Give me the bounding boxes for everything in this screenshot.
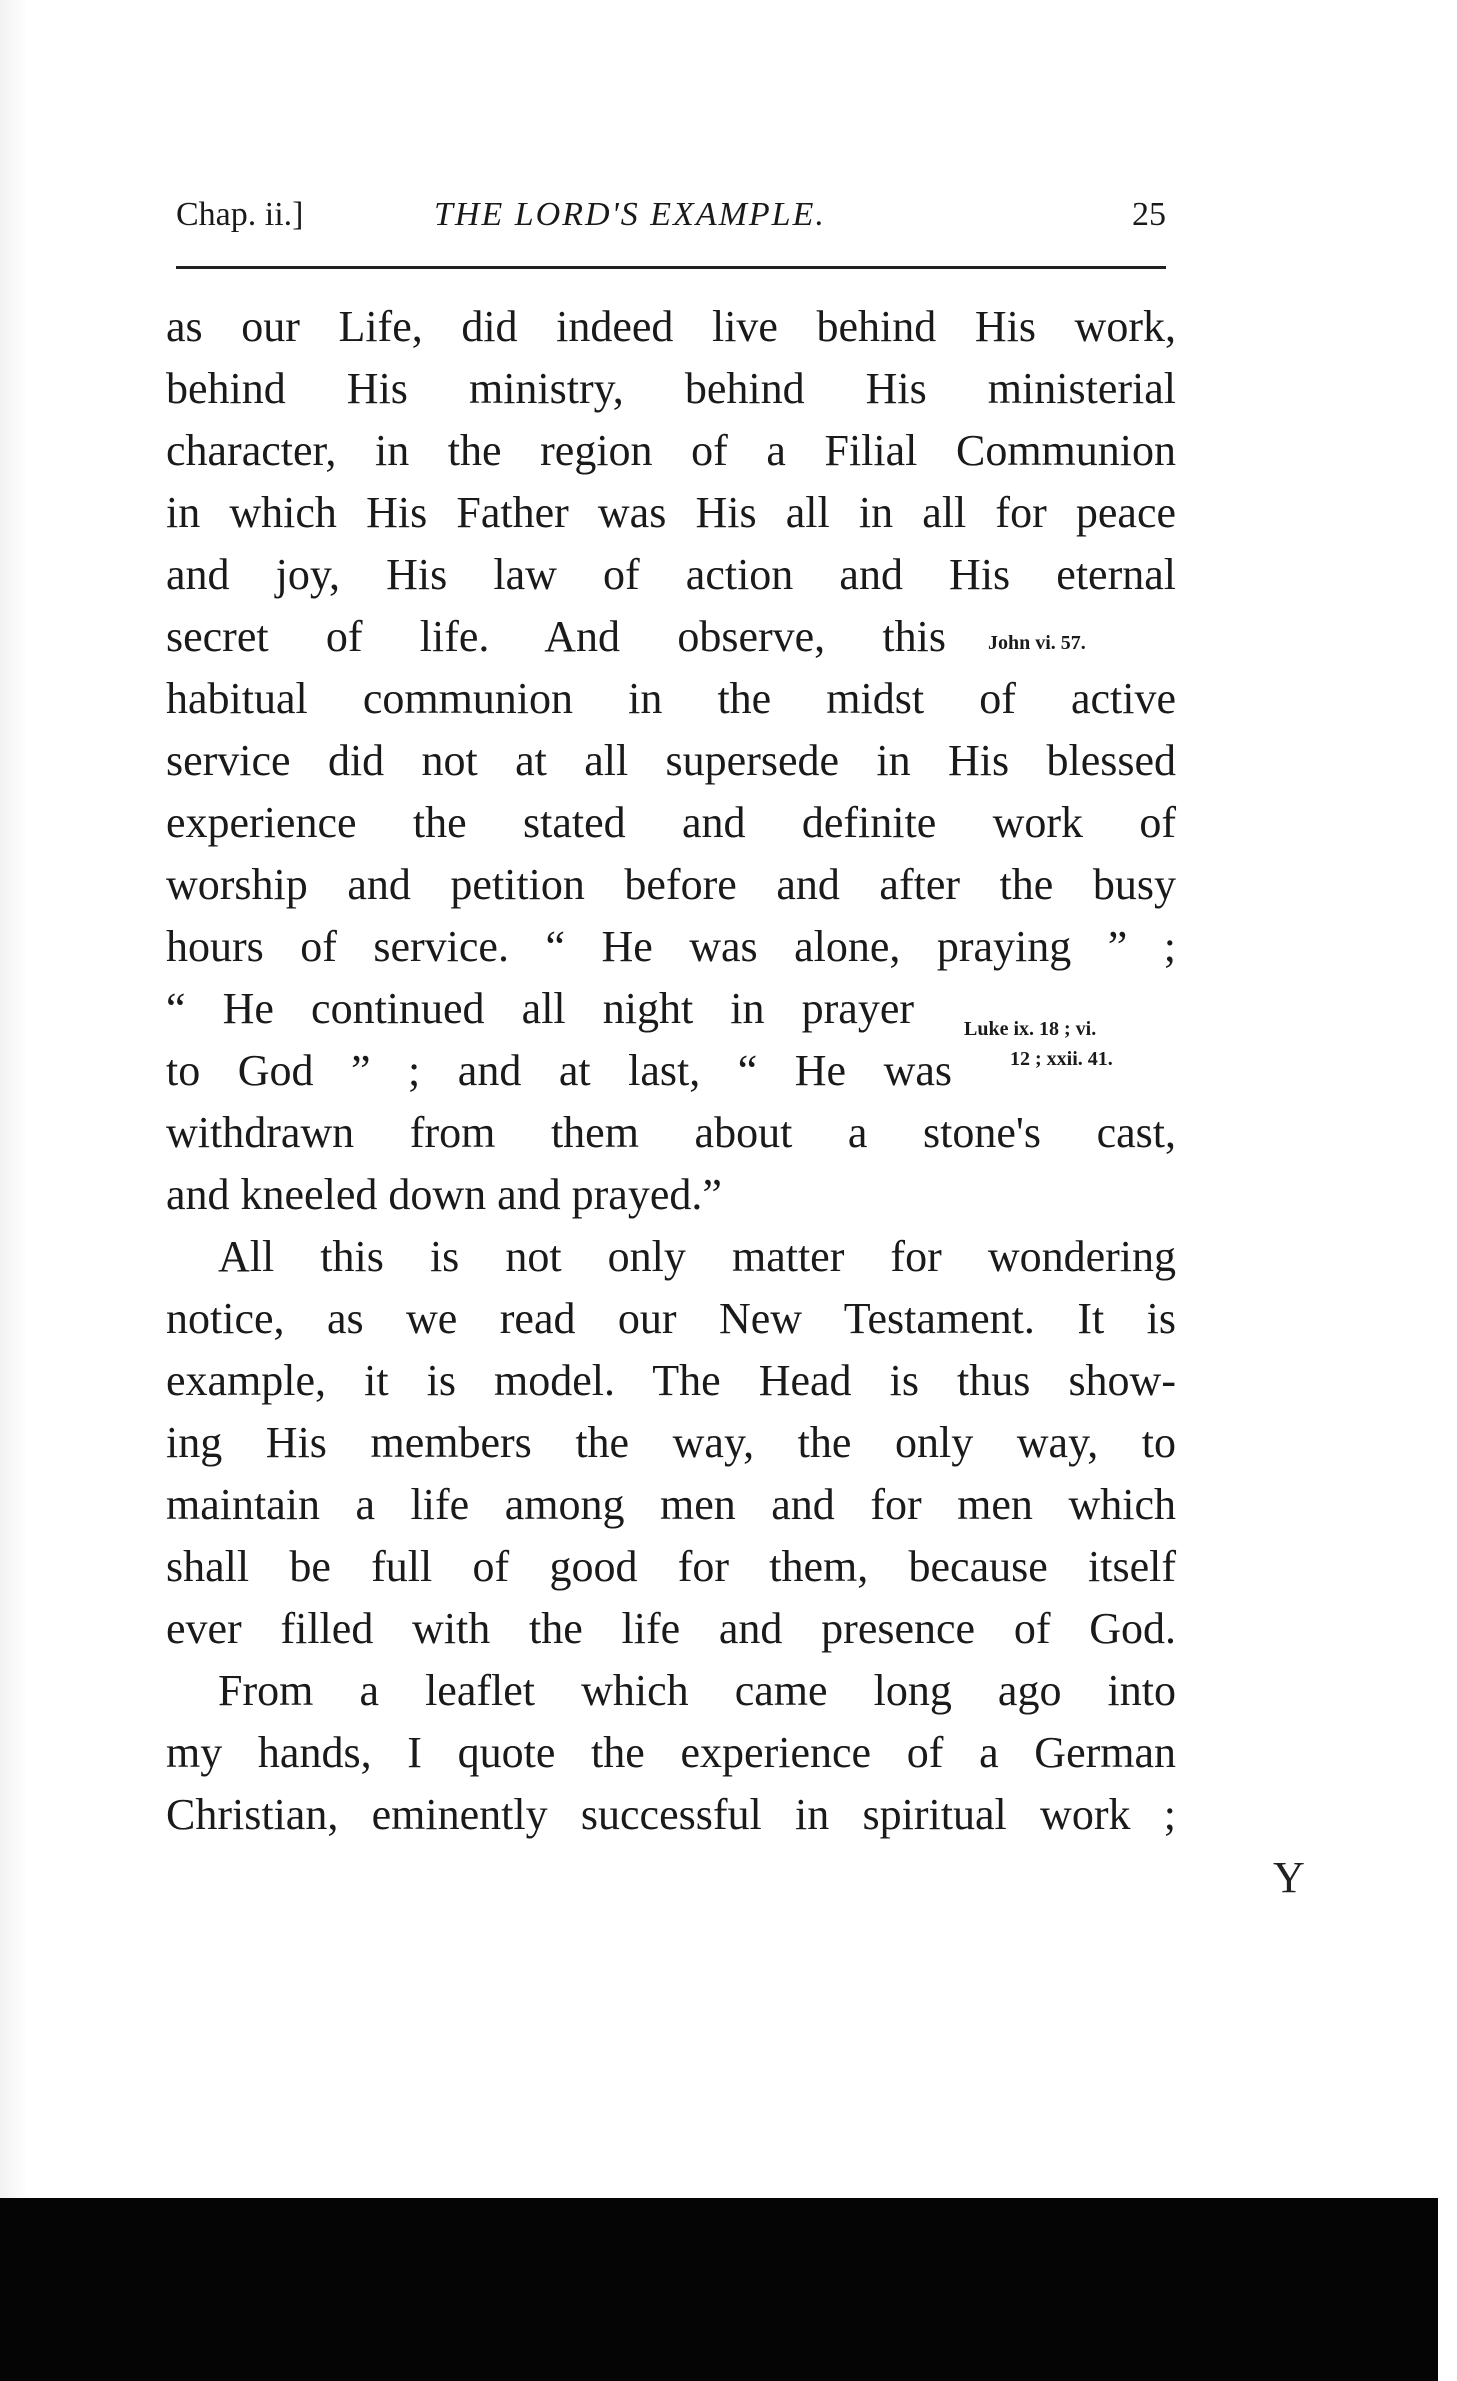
text-line: ing His members the way, the only way, to (166, 1418, 1176, 1467)
text-line: From a leaflet which came long ago into (218, 1666, 1176, 1715)
sidenote-luke-1: Luke ix. 18 ; vi. (964, 1018, 1097, 1040)
running-title: THE LORD'S EXAMPLE. (434, 196, 826, 233)
scan-black-band (0, 2198, 1438, 2381)
text-line: character, in the region of a Filial Communion (166, 426, 1176, 475)
text-line: secret of life. And observe, this (166, 612, 946, 661)
text-line: as our Life, did indeed live behind His work, (166, 302, 1176, 351)
sidenote-john: John vi. 57. (988, 632, 1086, 654)
text-line: ever filled with the life and presence of God. (166, 1604, 1176, 1653)
text-line: and joy, His law of action and His eternal (166, 550, 1176, 599)
text-line: behind His ministry, behind His ministerial (166, 364, 1176, 413)
text-line: maintain a life among men and for men which (166, 1480, 1176, 1529)
chapter-label: Chap. ii.] (176, 196, 304, 233)
page-left-edge (0, 0, 28, 2200)
text-line: my hands, I quote the experience of a German (166, 1728, 1176, 1777)
text-line: withdrawn from them about a stone's cast, (166, 1108, 1176, 1157)
text-line: to God ” ; and at last, “ He was (166, 1046, 952, 1095)
text-line: shall be full of good for them, because itself (166, 1542, 1176, 1591)
header-rule (176, 266, 1166, 269)
text-line: All this is not only matter for wondering (218, 1232, 1176, 1281)
margin-mark: Y (1273, 1853, 1305, 1902)
text-line: hours of service. “ He was alone, praying ” ; (166, 922, 1176, 971)
text-line: experience the stated and definite work of (166, 798, 1176, 847)
sidenote-luke-2: 12 ; xxii. 41. (1010, 1048, 1113, 1070)
page-number: 25 (1132, 196, 1166, 233)
text-line: Christian, eminently successful in spiritual work ; (166, 1790, 1176, 1839)
page-body (166, 296, 1176, 1846)
text-line: habitual communion in the midst of active (166, 674, 1176, 723)
text-line: in which His Father was His all in all for peace (166, 488, 1176, 537)
text-line: worship and petition before and after the busy (166, 860, 1176, 909)
text-line: example, it is model. The Head is thus show- (166, 1356, 1176, 1405)
running-header (176, 196, 1166, 244)
text-line: service did not at all supersede in His blessed (166, 736, 1176, 785)
text-line: “ He continued all night in prayer (166, 984, 914, 1033)
text-line: notice, as we read our New Testament. It is (166, 1294, 1176, 1343)
text-line: and kneeled down and prayed.” (166, 1170, 722, 1219)
